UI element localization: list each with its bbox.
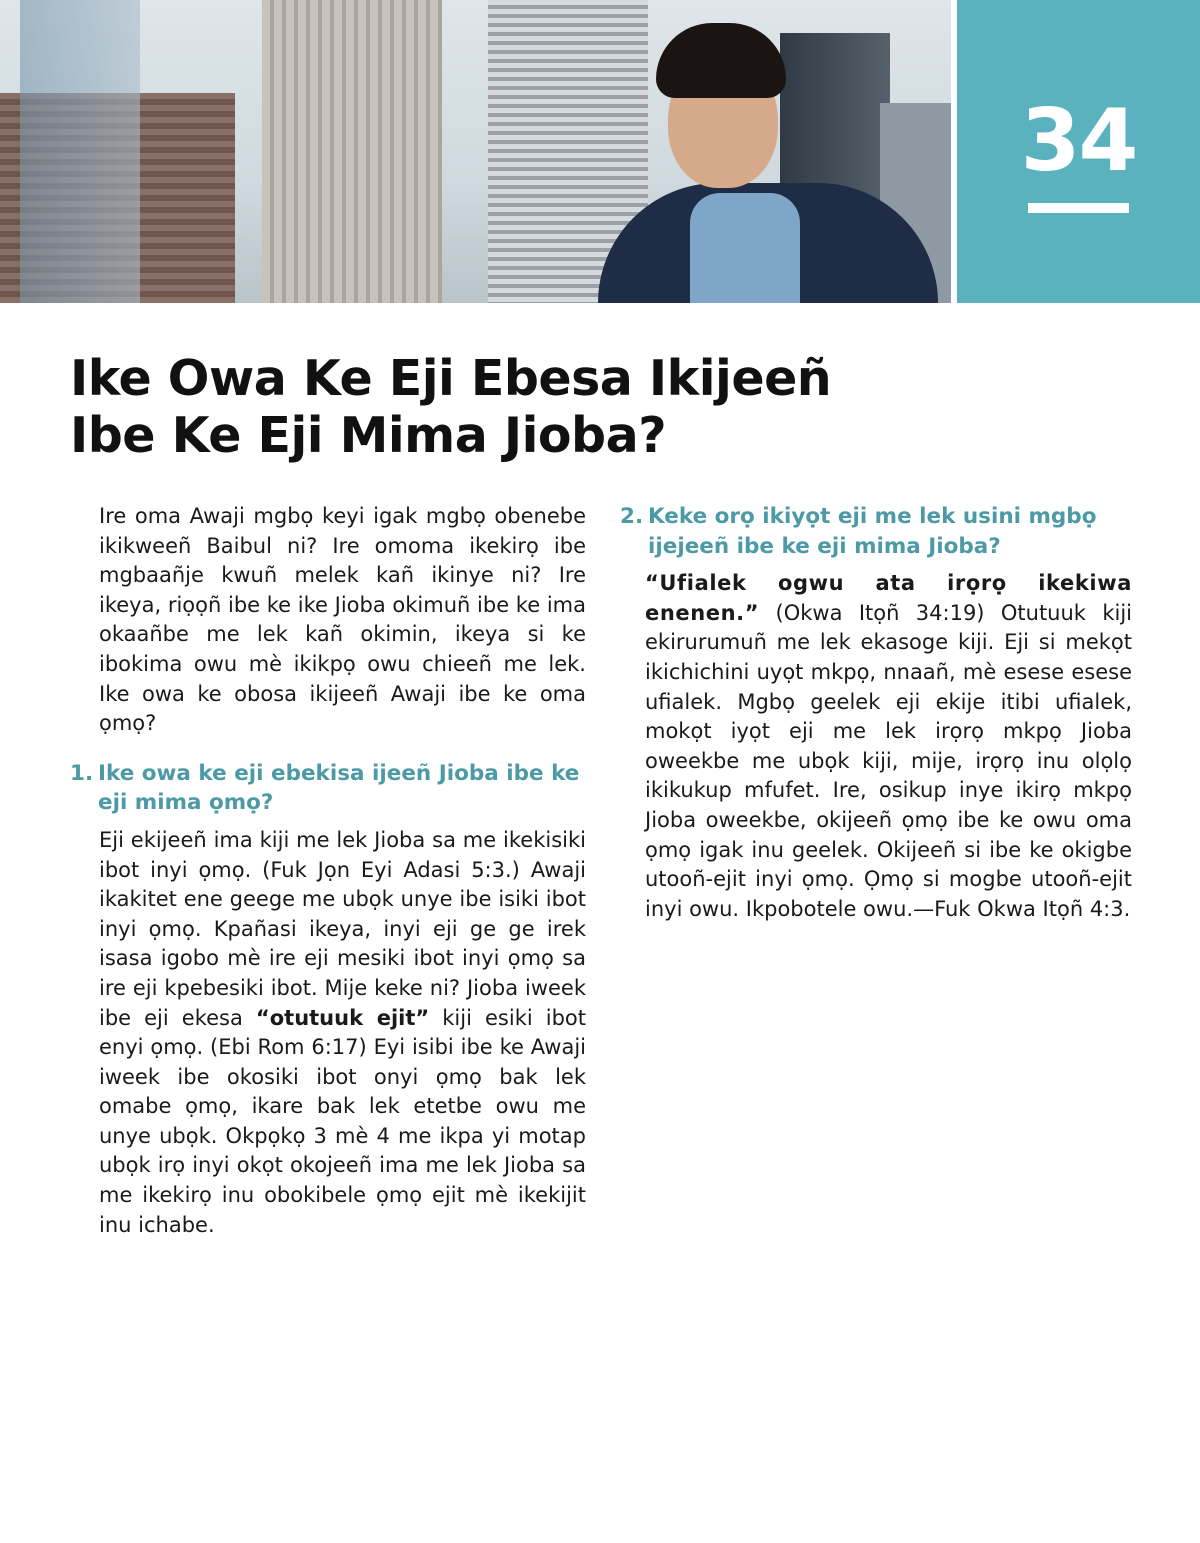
lesson-number-badge bbox=[957, 0, 1200, 303]
title-line-1: Ike Owa Ke Eji Ebesa Ikijeeñ bbox=[70, 350, 832, 407]
lesson-number: 34 bbox=[1020, 91, 1137, 191]
answer-quote: “Ufialek ogwu ata irọrọ ikekiwa enenen.” bbox=[645, 571, 1132, 625]
question-number: 2. bbox=[620, 504, 644, 529]
answer-text: (Okwa Itọñ 34:19) Otutuuk kiji ekirurumuñ me lek ekasoge kiji. Eji si mekọt ikichichini uyọt mkpọ, nnaañ, mè esese esese ufialek. Mgbọ geelek eji ekije itibi ufialek, mokọt iyọt eji me lek irọrọ mkpọ Jioba oweekbe me ubọk kiji, mije, irọrọ inu olọlọ ikikukup mfufet. Ire, osikup inye ikirọ mkpọ Jioba oweekbe, okijeeñ ọmọ ibe ke owu oma ọmọ igak inu geelek. Okijeeñ si ibe ke okigbe utooñ-ejit inyi ọmọ. Ọmọ si mogbe utooñ-ejit inyi owu. Ikpobotele owu.—Fuk Okwa Itọñ 4:3. bbox=[645, 600, 1132, 921]
answer-text: Eji ekijeeñ ima kiji me lek Jioba sa me ikekisiki ibot inyi ọmọ. (Fuk Jọn Eyi Adasi 5:3.) Awaji ikakitet ene geege me ubọk unye ibe isiki ibot inyi ọmọ. Kpañasi ikeya, inyi eji ge ge irek isasa igobo mè ire eji mesiki ibot inyi ọmọ sa ire eji kpebesiki ibot. Mije keke ni? Jioba iweek ibe eji ekesa bbox=[99, 827, 586, 1030]
left-column bbox=[70, 502, 586, 1240]
question-2 bbox=[620, 502, 1132, 561]
right-column bbox=[620, 502, 1132, 924]
intro-paragraph: Ire oma Awaji mgbọ keyi igak mgbọ obenebe ikikweeñ Baibul ni? Ire omoma ikekirọ ibe mgbaañje kwuñ melek kañ ikinye ni? Ire ikeya, riọọñ ibe ke ike Jioba okimuñ ibe ke ima okaañbe me lek kañ okimin, ikeya si ke ibokima owu mè ikikpọ owu chieeñ me lek. Ike owa ke obosa ikijeeñ Awaji ibe ke oma ọmọ? bbox=[99, 504, 586, 736]
title-line-2: Ibe Ke Eji Mima Jioba? bbox=[70, 407, 667, 464]
badge-underline bbox=[1028, 203, 1129, 213]
page-title bbox=[70, 350, 831, 464]
person-collar bbox=[690, 193, 800, 303]
question-1 bbox=[70, 759, 586, 818]
building bbox=[20, 0, 140, 303]
answer-paragraph-2 bbox=[645, 569, 1132, 924]
answer-paragraph-1 bbox=[99, 826, 586, 1240]
question-number: 1. bbox=[70, 760, 94, 786]
answer-emphasis: “otutuuk ejit” bbox=[255, 1005, 430, 1030]
person-hair bbox=[656, 23, 786, 98]
header-photo bbox=[0, 0, 951, 303]
question-text: Keke orọ ikiyọt eji me lek usini mgbọ ijejeeñ ibe ke eji mima Jioba? bbox=[648, 504, 1097, 559]
answer-text: kiji esiki ibot enyi ọmọ. (Ebi Rom 6:17) Eyi isibi ibe ke Awaji iweek ibe okosiki ibot onyi ọmọ bak lek omabe ọmọ, ikare bak lek etetbe owu me unye ubọk. Okpọkọ 3 mè 4 me ikpa yi motap ubọk irọ inyi okọt okojeeñ ima me lek Jioba sa me ikekirọ inu obokibele ọmọ ejit mè ikekijit inu ichabe. bbox=[99, 1005, 586, 1237]
building bbox=[262, 0, 442, 303]
question-text: Ike owa ke eji ebekisa ijeeñ Jioba ibe ke eji mima ọmọ? bbox=[98, 760, 580, 816]
